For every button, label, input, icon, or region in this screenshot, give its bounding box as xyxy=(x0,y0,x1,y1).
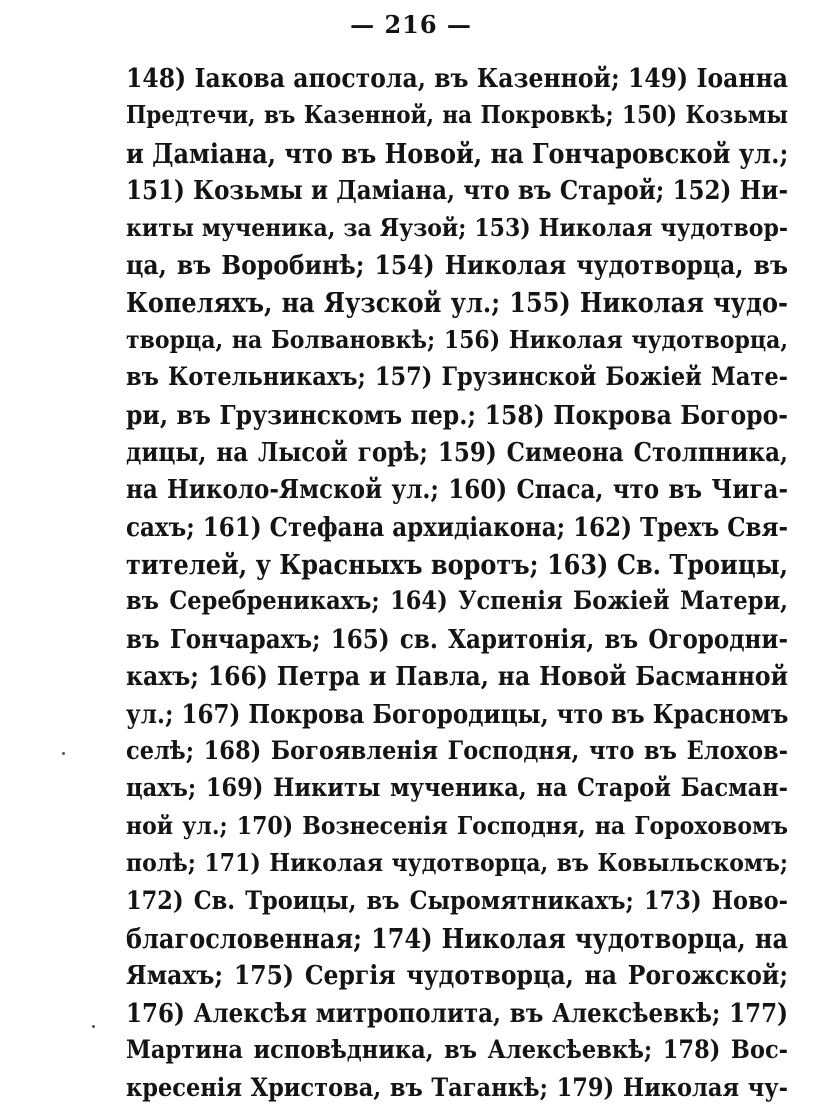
text-line-12: на Николо-Ямской ул.; 160) Спаса, что въ Чига- xyxy=(126,474,788,505)
text-line-18: ул.; 167) Покрова Богородицы, что въ Красномъ xyxy=(126,698,789,730)
text-line-17: кахъ; 166) Петра и Павла, на Новой Басманной xyxy=(126,660,788,692)
text-line-6: ца, въ Воробинѣ; 154) Николая чудотворца, въ xyxy=(126,249,788,281)
text-line-19: селѣ; 168) Богоявленія Господня, что въ Елохов- xyxy=(126,736,788,766)
text-line-13: сахъ; 161) Стефана архидіакона; 162) Трехъ Свя- xyxy=(126,512,789,543)
text-line-26: 176) Алексѣя митрополита, въ Алексѣевкѣ; 177) xyxy=(126,998,788,1029)
text-line-25: Ямахъ; 175) Сергія чудотворца, на Рогожской; xyxy=(126,959,788,991)
text-line-8: творца, на Болвановкѣ; 156) Николая чудотворца, xyxy=(126,325,788,355)
paper-speck xyxy=(62,752,65,755)
page-number: — 216 — xyxy=(350,10,472,39)
text-line-22: полѣ; 171) Николая чудотворца, въ Ковыльскомъ; xyxy=(126,848,788,878)
text-line-4: 151) Козьмы и Даміана, что въ Старой; 152) Ни- xyxy=(126,175,788,206)
text-line-16: въ Гончарахъ; 165) св. Харитонія, въ Огородни- xyxy=(126,624,788,655)
text-line-14: тителей, у Красныхъ воротъ; 163) Св. Троицы, xyxy=(126,548,788,581)
text-line-27: Мартина исповѣдника, въ Алексѣевкѣ; 178) Вос- xyxy=(126,1035,788,1065)
text-line-15: въ Серебреникахъ; 164) Успенія Божіей Матери, xyxy=(126,586,788,616)
body-text xyxy=(126,60,788,1107)
text-line-3: и Даміана, что въ Новой, на Гончаровской ул.; xyxy=(126,137,789,170)
text-line-11: дицы, на Лысой горѣ; 159) Симеона Столпника, xyxy=(126,437,788,468)
text-line-2: Предтечи, въ Казенной, на Покровкѣ; 150) Козьмы xyxy=(126,101,788,130)
paper-speck xyxy=(92,1025,95,1028)
text-line-24: благословенная; 174) Николая чудотворца, на xyxy=(126,922,788,955)
text-line-1: 148) Іакова апостола, въ Казенной; 149) Іоанна xyxy=(126,62,788,94)
text-line-28: кресенія Христова, въ Таганкѣ; 179) Николая чу- xyxy=(126,1072,788,1103)
text-line-21: ной ул.; 170) Вознесенія Господня, на Гороховомъ xyxy=(126,811,788,841)
text-line-5: киты мученика, за Яузой; 153) Николая чудотвор- xyxy=(126,212,788,243)
text-line-23: 172) Св. Троицы, въ Сыромятникахъ; 173) Ново- xyxy=(126,885,788,916)
text-line-20: цахъ; 169) Никиты мученика, на Старой Басман- xyxy=(126,773,788,803)
text-line-10: ри, въ Грузинскомъ пер.; 158) Покрова Богоро- xyxy=(126,398,788,431)
text-line-9: въ Котельникахъ; 157) Грузинской Божіей Мате- xyxy=(126,362,788,392)
text-line-7: Копеляхъ, на Яузской ул.; 155) Николая чудо- xyxy=(126,286,788,320)
